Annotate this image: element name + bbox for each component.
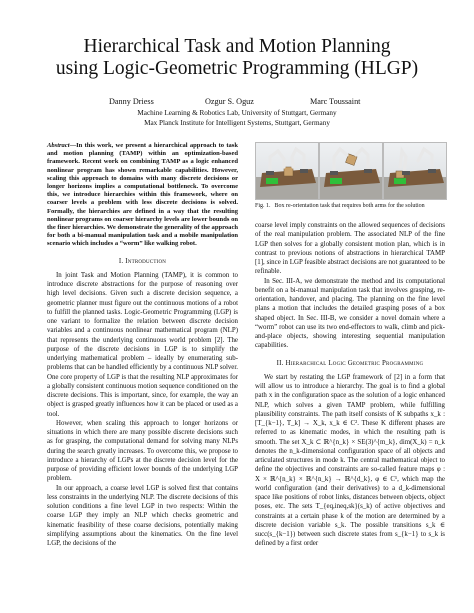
figure-1 — [255, 142, 445, 200]
right-paragraph-3: We start by restating the LGP framework of [2] in a form that will allow us to introduce a hierarchy. The goal is to find a global path x in the configuration space as the solution of a logic enhanced NLP, which solves a given TAMP problem, while fulfilling plausibility constraints. The path itself consists of K subpaths x_k : [T_{k−1}, T_k] → X_k, x_k ∈ C². These K different phases are referred to as kinematic modes, in which the resulting path is smooth. The set X_k ⊂ ℝ^{n_k} × SE(3)^{m_k}, dim(X_k) = n_k denotes the n_k-dimensional configuration space of all objects and articulated structures in mode k. The central mathematical object to define the objectives and constraints are so-called feature maps φ : X × ℝ^{n_k} × ℝ^{n_k} → ℝ^{d_k}, φ ∈ C¹, which map the world configuration (and their derivatives) to a d_k-dimensional space like positions of robot links, distances between objects, object poses, etc. The sets T_{eq,ineq,sk}(s_k) of active objectives and constraints at a certain phase k of the motion are determined by a discrete decision variable s_k. The possible transitions s_k ∈ succ(s_{k−1}) between such discrete states from s_{k−1} to s_k is defined by a first order — [255, 373, 445, 548]
abstract — [47, 142, 238, 249]
affiliation-2: Max Planck Institute for Intelligent Systems, Stuttgart, Germany — [144, 119, 330, 127]
figure-caption-label: Fig. 1. — [255, 203, 271, 209]
paper-title-line-1: Hierarchical Task and Motion Planning — [83, 36, 391, 57]
figure-panel-3 — [383, 142, 447, 200]
author-3: Marc Toussaint — [310, 97, 361, 106]
author-list — [0, 96, 474, 108]
right-column — [255, 221, 445, 549]
right-paragraph-1: coarse level imply constraints on the allowed sequences of decisions of the real manipulation problem. The associated NLP of the fine LGP then solves for a globally consistent motion plan, which is in contrast to previous notions of abstractions in hierarchical TAMP [1], since in LGP feasible abstract decisions are not guaranteed to be refinable. — [255, 222, 445, 276]
left-column — [47, 142, 238, 548]
author-2: Ozgur S. Oguz — [205, 97, 254, 106]
figure-panel-2 — [319, 142, 383, 200]
figure-caption-text: Box re-orientation task that requires both arms for the solution — [274, 203, 425, 209]
robot-scene-image — [384, 143, 446, 199]
abstract-lead: Abstract — [47, 142, 70, 149]
robot-scene-image — [256, 143, 318, 199]
figure-1-caption — [255, 202, 445, 210]
affiliation-1: Machine Learning & Robotics Lab, University of Stuttgart, Germany — [137, 109, 337, 117]
intro-paragraph-3: In our approach, a coarse level LGP is solved first that contains less constraints in the underlying NLP. The discrete decisions of this solution conditions a fine level LGP in two respects: Within the coarse LGP they imply an NLP which checks geometric and kinematic feasibility of these coarse decisions, potentially making simplifying assumptions about the kinematics. On the fine level LGP, the decisions of the — [47, 484, 238, 548]
right-paragraph-2: In Sec. III-A, we demonstrate the method and its computational benefit on a bi-manual manipulation task that involves grasping, re-orientation, handover, and placing. The planning on the fine level plans a motion that includes the detailed grasping poses of a box shaped object. In Sec. III-B, we consider a novel domain where a “worm” robot can use its two end-effectors to walk, climb and pick-and-place objects, showing interesting sequential manipulation capabilities. — [255, 277, 445, 350]
abstract-body: —In this work, we present a hierarchical approach to task and motion planning (TAMP) within an optimization-based framework. Recent work on combining TAMP as a logic enhanced nonlinear program has shown remarkable capabilities. However, scaling this approach to domains with many discrete decisions or longer horizons implies a computational bottleneck. To overcome this, we introduce hierarchies within this framework, where on coarser levels a problem with less discrete decisions is solved. Formally, the hierarchies are defined in a way that the resulting nonlinear programs on coarser hierarchy levels are lower bounds on the finer hierarchies. We demonstrate the generality of the approach for both a bi-manual manipulation task and a mobile manipulation scenario which includes a “worm” like walking robot. — [47, 142, 238, 248]
intro-paragraph-1: In joint Task and Motion Planning (TAMP), it is common to introduce discrete abstractions for the purpose of reasoning over high level decisions. Given such a discrete decision sequence, a geometric planner must figure out the continuous motions of a robot to fulfill the planned tasks. Logic-Geometric Programming (LGP) is one variant to formalize the relation between discrete decision variables and a continuous nonlinear mathematical program (NLP) that represents the underlying continuous world problem [2]. The purpose of the discrete decisions in LGP is to simplify the underlying mathematical problem – ideally by enumerating sub-problems that can be handled efficiently by a continuous NLP solver. One core property of LGP is that the resulting NLP approximates for a globally consistent continuous motion sequence conditioned on the discrete decisions. This is important, since, for example, the way an object is grasped greatly influences how it can be placed or used as a tool. — [47, 271, 238, 418]
section-2-heading: II. Hierarchical Logic Geometric Programming — [276, 359, 424, 367]
author-1: Danny Driess — [109, 97, 154, 106]
robot-scene-image — [320, 143, 382, 199]
paper-title-line-2: using Logic-Geometric Programming (HLGP) — [55, 58, 419, 79]
figure-panel-1 — [255, 142, 319, 200]
section-1-heading: I. Introduction — [118, 257, 167, 265]
intro-paragraph-2: However, when scaling this approach to longer horizons or situations in which there are many possible discrete decisions such as for grasping, the computational demand for solving many NLPs during the search greatly increases. To overcome this, we propose to introduce a hierarchy of LGPs at the discrete decision level for the purpose of providing efficient lower bounds of the underlying LGP problem. — [47, 419, 238, 483]
